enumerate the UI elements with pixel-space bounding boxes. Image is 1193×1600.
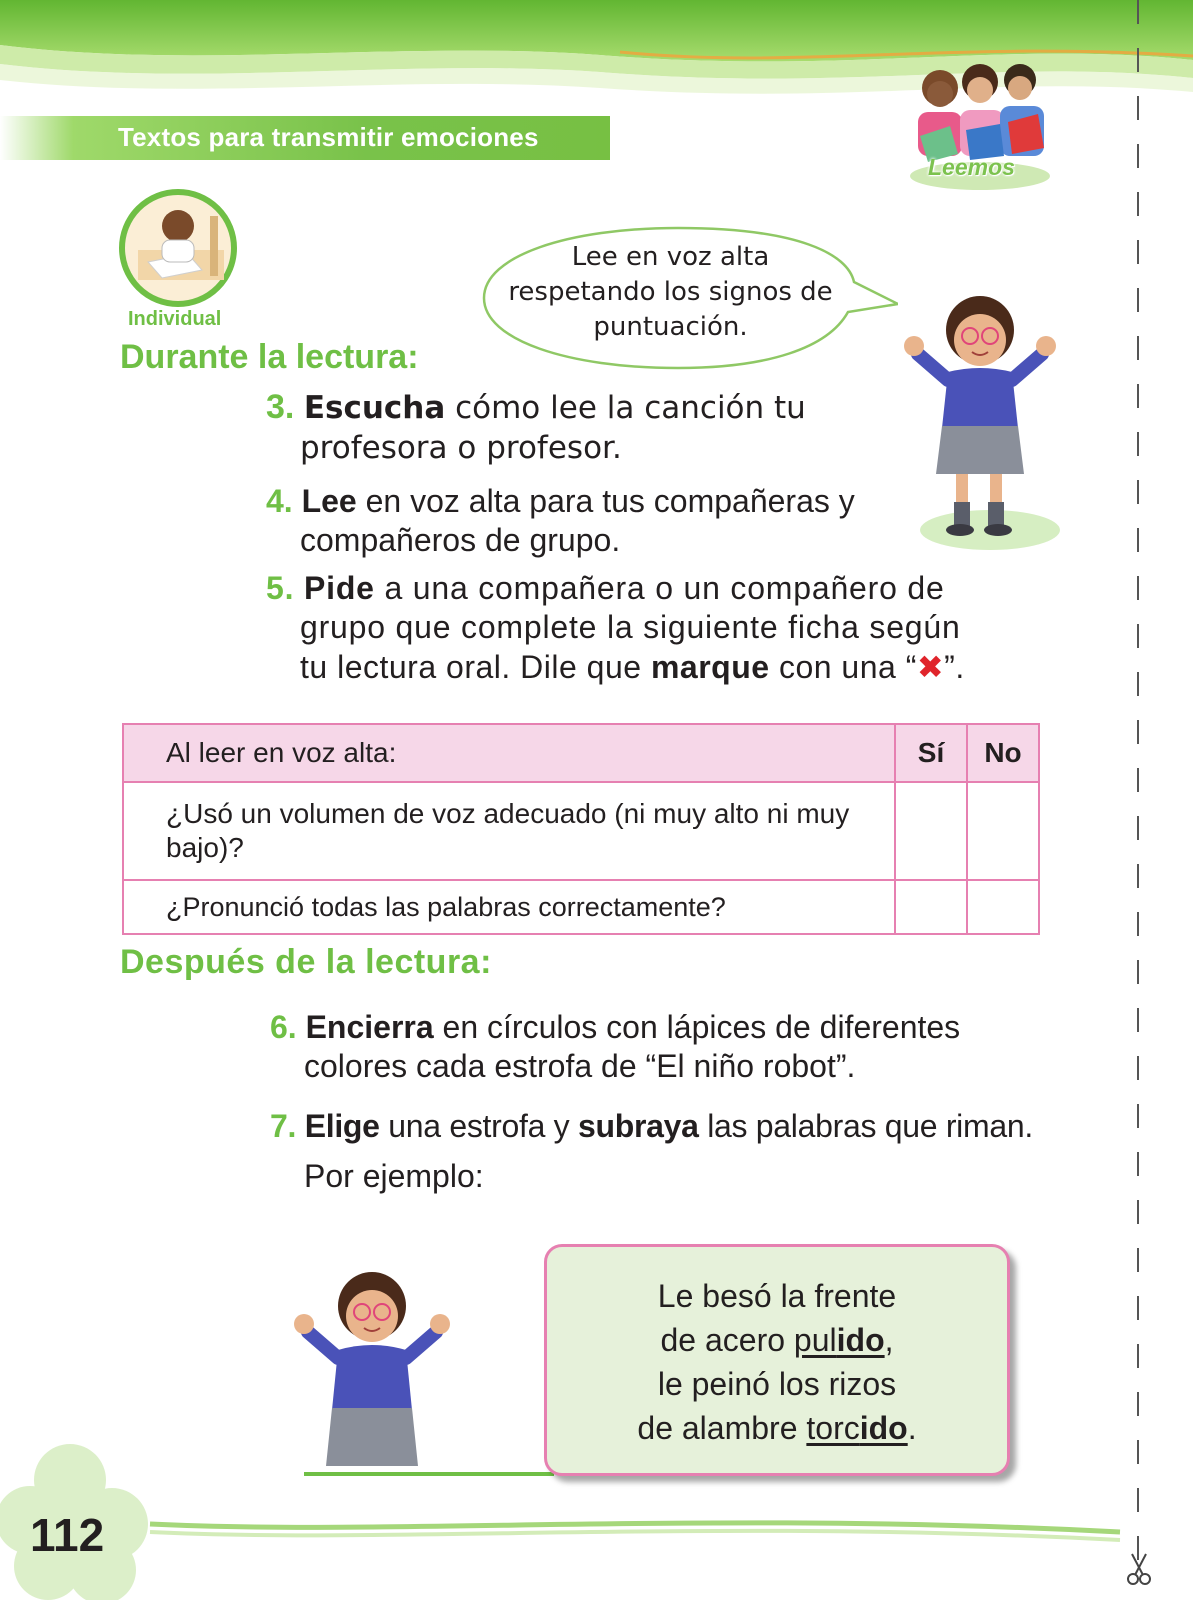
instruction-text: ”.: [944, 649, 965, 685]
action-verb: Elige: [304, 1108, 380, 1144]
instruction-text: grupo que complete la siguiente ficha según: [300, 609, 961, 645]
poem-line: Le besó la frente: [657, 1278, 897, 1314]
example-stanza: [544, 1274, 1010, 1450]
instruction-text: compañeros de grupo.: [300, 522, 621, 558]
answer-box-yes[interactable]: [895, 880, 967, 934]
action-verb: marque: [650, 649, 770, 685]
answer-box-no[interactable]: [967, 880, 1039, 934]
item-number: 7.: [270, 1108, 297, 1144]
poem-line: le peinó los rizos: [657, 1366, 897, 1402]
speech-bubble-text: [498, 240, 843, 345]
item-number: 4.: [266, 483, 293, 519]
poem-line: [544, 1318, 1010, 1362]
bubble-line: puntuación.: [593, 312, 748, 342]
action-verb: Encierra: [305, 1009, 434, 1045]
girl-illustration: [900, 288, 1070, 568]
instruction-text: en círculos con lápices de diferentes: [433, 1009, 961, 1045]
instruction-text: cómo lee la canción tu: [445, 390, 806, 426]
action-verb: Pide: [304, 570, 375, 606]
activity-label: Leemos: [928, 154, 1015, 180]
instruction-text: colores cada estrofa de “El niño robot”.: [304, 1048, 856, 1084]
rhyme-ending: ido: [859, 1410, 908, 1446]
table-header: Al leer en voz alta:: [123, 724, 895, 782]
instruction-text: tu lectura oral. Dile que: [300, 649, 651, 685]
answer-box-no[interactable]: [967, 782, 1039, 880]
item-number: 5.: [266, 570, 295, 606]
table-row: [123, 880, 1039, 934]
instruction-text: las palabras que riman.: [698, 1108, 1033, 1144]
bubble-line: Lee en voz alta: [571, 242, 770, 272]
table-header-row: [123, 724, 1039, 782]
column-no: No: [967, 724, 1039, 782]
cut-line: [1136, 0, 1140, 1560]
bubble-line: respetando los signos de: [508, 277, 833, 307]
page-number: 112: [30, 1509, 105, 1561]
after-reading-heading: Después de la lectura:: [120, 943, 492, 981]
instruction-text: profesora o profesor.: [300, 430, 622, 466]
poem-text: .: [907, 1410, 917, 1446]
poem-text: ,: [884, 1322, 894, 1358]
instruction-text: con una “: [769, 649, 917, 685]
action-verb: subraya: [577, 1108, 699, 1144]
question-cell: ¿Usó un volumen de voz adecuado (ni muy alto ni muy bajo)?: [123, 782, 895, 880]
footer-decoration: [0, 1440, 1193, 1600]
question-cell: ¿Pronunció todas las palabras correctamente?: [123, 880, 895, 934]
reading-checklist-table: [122, 723, 1040, 935]
instruction-text: a una compañera o un compañero de: [374, 570, 945, 606]
rhyme-word-stem: torc: [806, 1410, 860, 1446]
action-verb: Escucha: [303, 390, 446, 426]
poem-text: de alambre: [637, 1410, 807, 1446]
during-reading-heading: Durante la lectura:: [120, 338, 419, 376]
instruction-text: en voz alta para tus compañeras y: [356, 483, 855, 519]
answer-box-yes[interactable]: [895, 782, 967, 880]
table-row: [123, 782, 1039, 880]
poem-text: de acero: [660, 1322, 794, 1358]
individual-work-icon: [118, 188, 238, 308]
rhyme-word: [794, 1322, 885, 1358]
rhyme-word-stem: pul: [793, 1322, 837, 1358]
section-title: Textos para transmitir emociones: [118, 122, 539, 152]
column-yes: Sí: [895, 724, 967, 782]
scissors-icon: [1124, 1552, 1154, 1586]
instruction-text: una estrofa y: [379, 1108, 578, 1144]
item-number: 3.: [266, 388, 295, 426]
individual-label: Individual: [128, 308, 222, 330]
action-verb: Lee: [301, 483, 357, 519]
rhyme-ending: ido: [836, 1322, 885, 1358]
section-title-banner: [0, 116, 610, 160]
instruction-text: Por ejemplo:: [304, 1158, 484, 1194]
item-number: 6.: [270, 1009, 297, 1045]
red-x-icon: ✖: [916, 648, 945, 686]
